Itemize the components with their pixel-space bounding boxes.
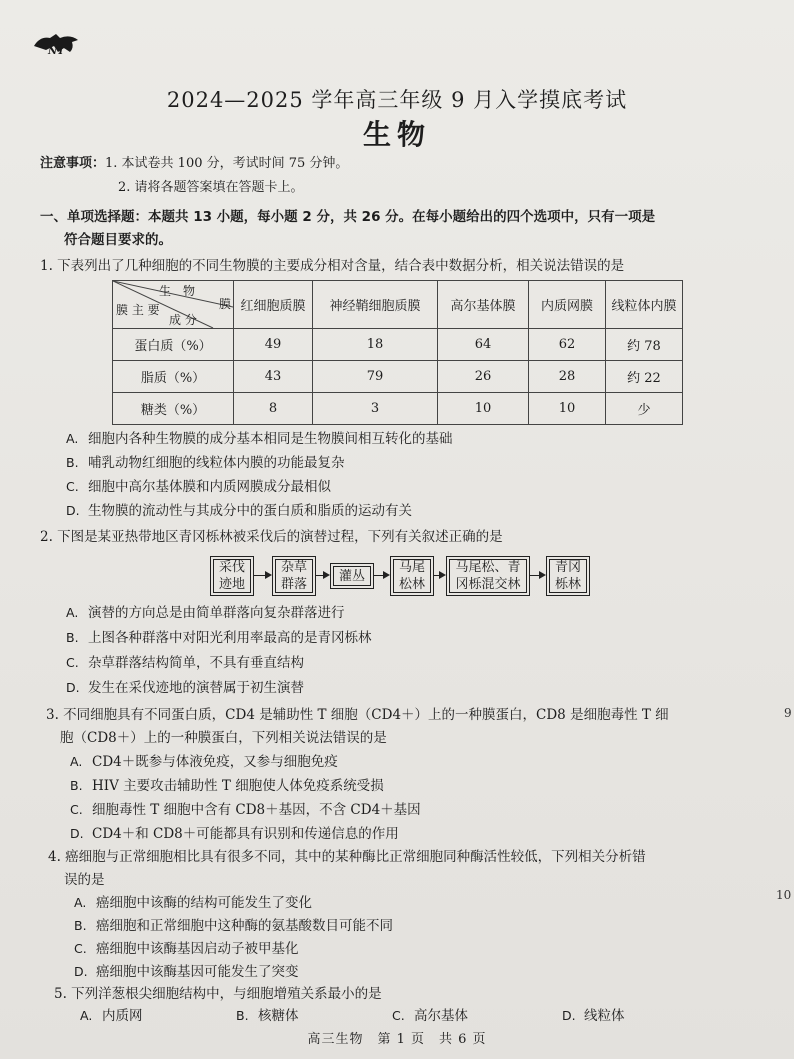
- corner-label-left: 膜 主 要: [116, 303, 160, 317]
- flow-arrow: [530, 575, 544, 576]
- q4-option-d: D. 癌细胞中该酶基因可能发生了突变: [74, 964, 299, 980]
- table-cell: 10: [529, 393, 606, 425]
- subject-title: 生物: [362, 118, 431, 151]
- table-cell: 3: [313, 393, 438, 425]
- table-cell: 28: [529, 361, 606, 393]
- table-row: [113, 361, 683, 393]
- question-4-stem-line-2: 误的是: [64, 872, 105, 888]
- corner-label-bottom: 成 分: [169, 313, 197, 327]
- q2-option-a: A. 演替的方向总是由简单群落向复杂群落进行: [66, 605, 345, 621]
- edge-mark: 9: [784, 706, 792, 720]
- q5-option-d: D. 线粒体: [562, 1008, 625, 1024]
- table-cell: 64: [438, 329, 529, 361]
- column-header: 内质网膜: [529, 281, 606, 329]
- q5-option-c: C. 高尔基体: [392, 1008, 468, 1024]
- q1-option-c: C. 细胞中高尔基体膜和内质网膜成分最相似: [66, 479, 331, 495]
- page-footer: 高三生物 第 1 页 共 6 页: [307, 1032, 487, 1047]
- question-5-stem: 5. 下列洋葱根尖细胞结构中，与细胞增殖关系最小的是: [54, 986, 382, 1002]
- notes: [40, 152, 348, 200]
- edge-mark: 10: [776, 888, 792, 902]
- flow-arrow: [316, 575, 328, 576]
- notes-heading: 注意事项：: [40, 156, 106, 171]
- question-2-stem: 2. 下图是某亚热带地区青冈栎林被采伐后的演替过程，下列有关叙述正确的是: [40, 529, 503, 545]
- table-cell: 26: [438, 361, 529, 393]
- table-cell: 约 22: [606, 361, 683, 393]
- table-corner-cell: [113, 281, 234, 329]
- q2-option-b: B. 上图各种群落中对阳光利用率最高的是青冈栎林: [66, 630, 372, 646]
- q4-option-c: C. 癌细胞中该酶基因启动子被甲基化: [74, 941, 299, 957]
- corner-label-right: 膜: [219, 297, 232, 311]
- row-label: 蛋白质（%）: [113, 329, 234, 361]
- question-1-stem: 1. 下表列出了几种细胞的不同生物膜的主要成分相对含量，结合表中数据分析，相关说法错误的是: [40, 258, 625, 274]
- table-row: [113, 393, 683, 425]
- flow-box: 马尾 松林: [390, 556, 434, 596]
- table-cell: 少: [606, 393, 683, 425]
- q1-option-d: D. 生物膜的流动性与其成分中的蛋白质和脂质的运动有关: [66, 503, 412, 519]
- membrane-table: [112, 280, 683, 425]
- notes-item-2: 2. 请将各题答案填在答题卡上。: [118, 180, 304, 195]
- q3-option-d: D. CD4＋和 CD8＋可能都具有识别和传递信息的作用: [70, 826, 399, 842]
- table-cell: 18: [313, 329, 438, 361]
- q1-option-b: B. 哺乳动物红细胞的线粒体内膜的功能最复杂: [66, 455, 345, 471]
- row-label: 糖类（%）: [113, 393, 234, 425]
- flow-arrow: [434, 575, 444, 576]
- q2-option-d: D. 发生在采伐迹地的演替属于初生演替: [66, 680, 304, 696]
- q4-option-a: A. 癌细胞中该酶的结构可能发生了变化: [74, 895, 312, 911]
- q3-option-c: C. 细胞毒性 T 细胞中含有 CD8＋基因，不含 CD4＋基因: [70, 802, 421, 818]
- svg-text:NT: NT: [48, 46, 65, 57]
- flow-box: 青冈 栎林: [546, 556, 590, 596]
- section-line-1: 一、单项选择题：本题共 13 小题，每小题 2 分，共 26 分。在每小题给出的四个选项中，只有一项是: [40, 209, 656, 225]
- q2-option-c: C. 杂草群落结构简单，不具有垂直结构: [66, 655, 304, 671]
- table-cell: 49: [234, 329, 313, 361]
- exam-title: 2024—2025 学年高三年级 9 月入学摸底考试: [166, 88, 628, 112]
- row-label: 脂质（%）: [113, 361, 234, 393]
- q4-option-b: B. 癌细胞和正常细胞中这种酶的氨基酸数目可能不同: [74, 918, 393, 934]
- publisher-logo-icon: [30, 28, 82, 58]
- section-heading: [40, 206, 740, 252]
- flow-box: 杂草 群落: [272, 556, 316, 596]
- q3-option-a: A. CD4＋既参与体液免疫，又参与细胞免疫: [70, 754, 338, 770]
- question-3-stem-line-2: 胞（CD8＋）上的一种膜蛋白，下列相关说法错误的是: [60, 730, 387, 746]
- flow-box: 采伐 迹地: [210, 556, 254, 596]
- column-header: 神经鞘细胞质膜: [313, 281, 438, 329]
- corner-label-top: 生 物: [159, 284, 196, 298]
- flow-box: 马尾松、青 冈栎混交林: [446, 556, 530, 596]
- table-cell: 约 78: [606, 329, 683, 361]
- flow-box: 灌丛: [330, 563, 374, 589]
- column-header: 高尔基体膜: [438, 281, 529, 329]
- succession-flow-diagram: [210, 554, 590, 598]
- table-row: [113, 329, 683, 361]
- table-cell: 62: [529, 329, 606, 361]
- flow-arrow: [374, 575, 388, 576]
- flow-arrow: [254, 575, 270, 576]
- q1-option-a: A. 细胞内各种生物膜的成分基本相同是生物膜间相互转化的基础: [66, 431, 453, 447]
- table-cell: 43: [234, 361, 313, 393]
- q5-option-a: A. 内质网: [80, 1008, 143, 1024]
- column-header: 红细胞质膜: [234, 281, 313, 329]
- q3-option-b: B. HIV 主要攻击辅助性 T 细胞使人体免疫系统受损: [70, 778, 384, 794]
- table-cell: 79: [313, 361, 438, 393]
- column-header: 线粒体内膜: [606, 281, 683, 329]
- table-cell: 10: [438, 393, 529, 425]
- table-cell: 8: [234, 393, 313, 425]
- q5-option-b: B. 核糖体: [236, 1008, 299, 1024]
- section-line-2: 符合题目要求的。: [64, 232, 172, 248]
- question-4-stem-line-1: 4. 癌细胞与正常细胞相比具有很多不同，其中的某种酶比正常细胞同种酶活性较低，下列相关分析错: [48, 849, 646, 865]
- notes-item-1: 1. 本试卷共 100 分，考试时间 75 分钟。: [105, 156, 349, 171]
- question-3-stem-line-1: 3. 不同细胞具有不同蛋白质，CD4 是辅助性 T 细胞（CD4＋）上的一种膜蛋白，CD8 是细胞毒性 T 细: [46, 707, 669, 723]
